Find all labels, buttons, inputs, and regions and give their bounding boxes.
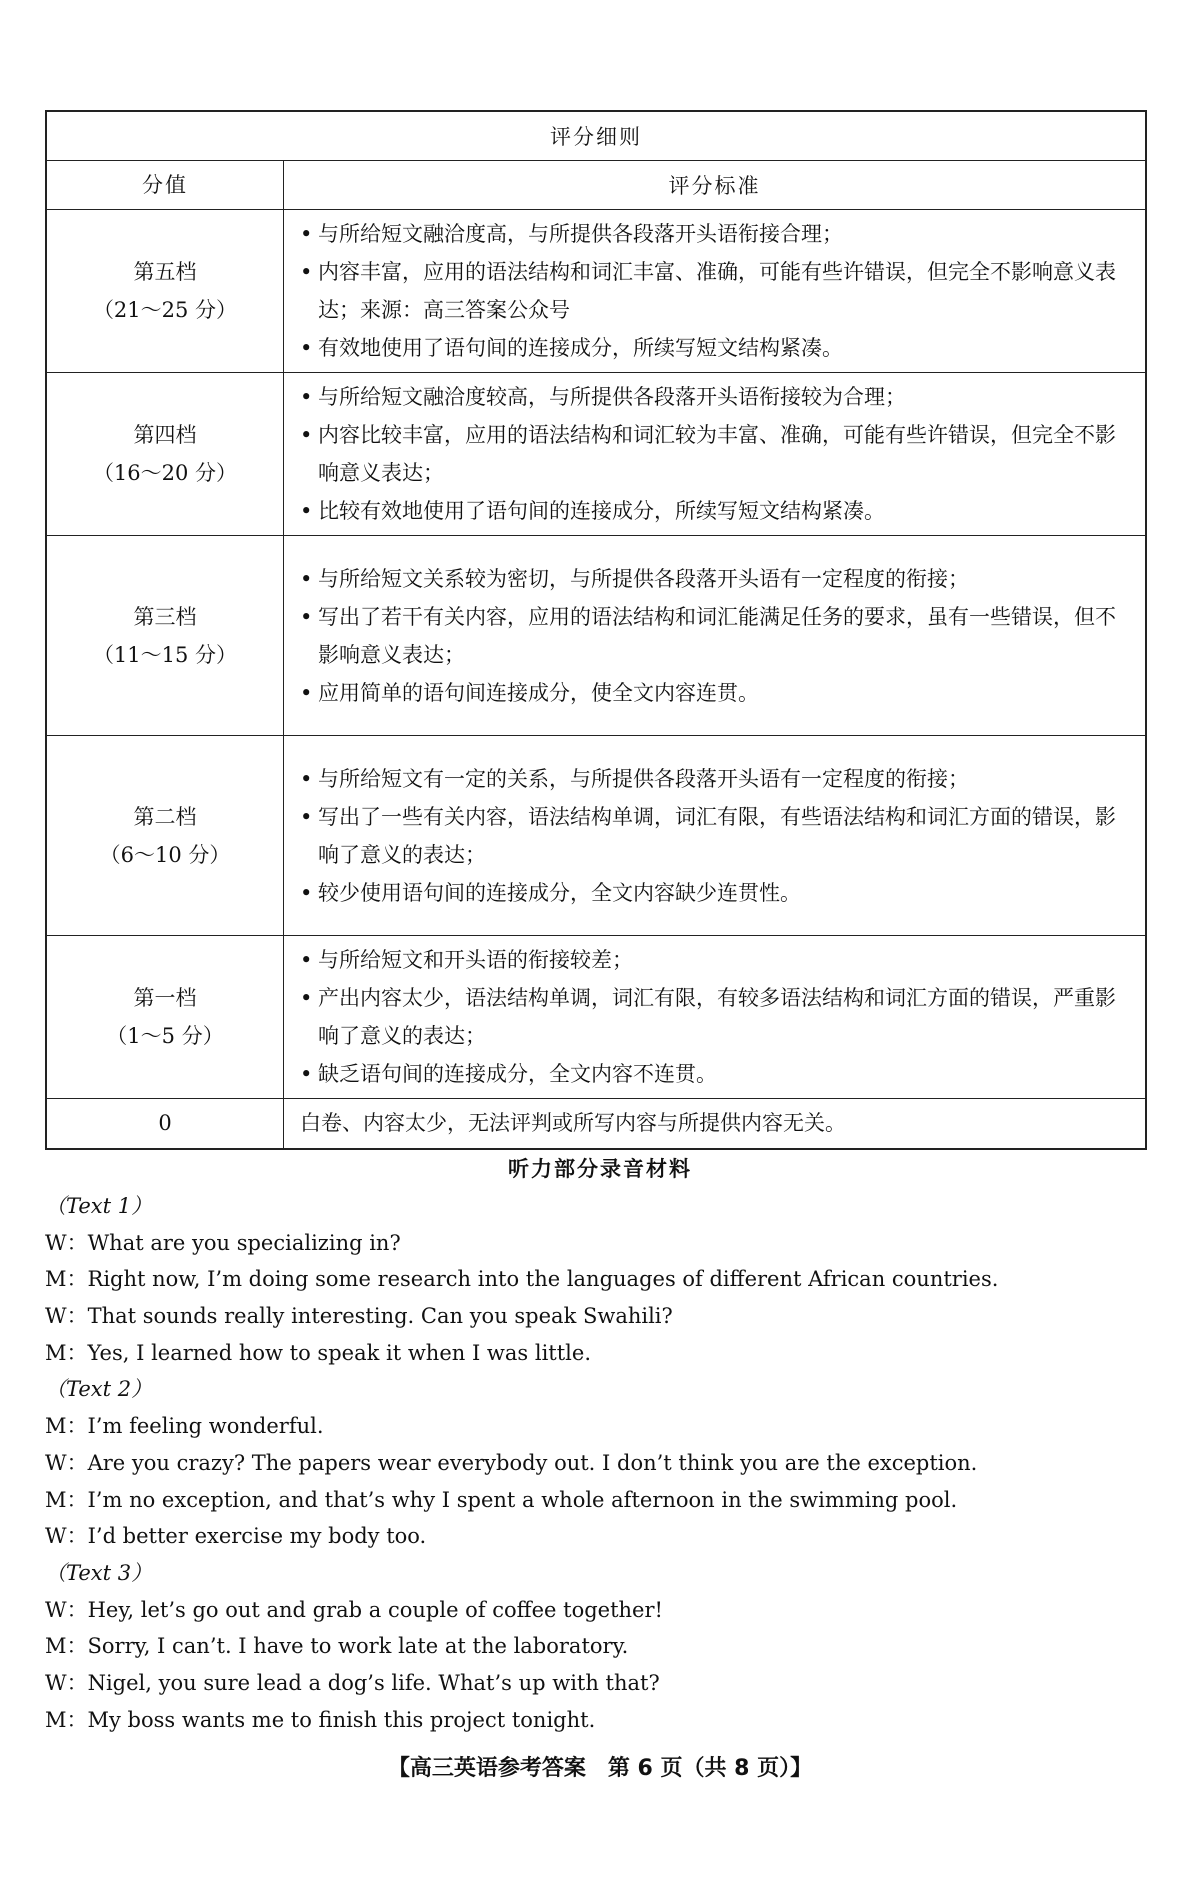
criterion: • 有效地使用了语句间的连接成分，所续写短文结构紧凑。 <box>300 329 1135 367</box>
speaker: W： <box>45 1670 88 1695</box>
dialogue-line <box>45 1518 1145 1555</box>
column-header-criteria: 评分标准 <box>284 161 1147 210</box>
level-name: 第三档 <box>133 604 197 629</box>
criterion: • 缺乏语句间的连接成分，全文内容不连贯。 <box>300 1055 1135 1093</box>
criteria-cell <box>284 210 1147 373</box>
speaker: M： <box>45 1487 88 1512</box>
speaker: W： <box>45 1450 88 1475</box>
speaker: M： <box>45 1414 88 1439</box>
speaker: W： <box>45 1597 88 1622</box>
criterion: • 与所给短文有一定的关系，与所提供各段落开头语有一定程度的衔接； <box>300 760 1135 798</box>
dialogue-line <box>45 1261 1145 1298</box>
criterion: • 比较有效地使用了语句间的连接成分，所续写短文结构紧凑。 <box>300 492 1135 530</box>
criterion: • 与所给短文和开头语的衔接较差； <box>300 941 1135 979</box>
criterion: • 与所给短文融洽度高，与所提供各段落开头语衔接合理； <box>300 215 1135 253</box>
score-range: （11～15 分） <box>92 642 238 667</box>
criterion: • 与所给短文关系较为密切，与所提供各段落开头语有一定程度的衔接； <box>300 560 1135 598</box>
speaker: M： <box>45 1634 88 1659</box>
utterance: What are you specializing in? <box>87 1230 401 1255</box>
rubric-title: 评分细则 <box>46 111 1146 161</box>
utterance: Are you crazy? The papers wear everybody out. I don’t think you are the exception. <box>87 1450 978 1475</box>
utterance: Sorry, I can’t. I have to work late at the laboratory. <box>87 1634 629 1659</box>
level-name: 第五档 <box>133 260 197 284</box>
score-range: （1～5 分） <box>106 1024 224 1048</box>
criteria-cell: 白卷、内容太少，无法评判或所写内容与所提供内容无关。 <box>284 1099 1147 1149</box>
criterion: • 应用简单的语句间连接成分，使全文内容连贯。 <box>300 674 1135 712</box>
criterion: • 产出内容太少，语法结构单调，词汇有限，有较多语法结构和词汇方面的错误，严重影响了意义的表达； <box>300 979 1135 1055</box>
criteria-list <box>300 378 1135 530</box>
speaker: W： <box>45 1230 88 1255</box>
text-label-line <box>45 1555 1145 1592</box>
dialogue-line <box>45 1408 1145 1445</box>
criterion: • 写出了若干有关内容，应用的语法结构和词汇能满足任务的要求，虽有一些错误，但不影响意义表达； <box>300 598 1135 674</box>
text-label: （Text 3） <box>45 1560 153 1585</box>
speaker: M： <box>45 1267 88 1292</box>
scoring-rubric-table <box>45 110 1147 1150</box>
dialogue-line <box>45 1628 1145 1665</box>
score-cell <box>46 373 284 536</box>
criteria-cell <box>284 536 1147 736</box>
utterance: I’m no exception, and that’s why I spent a whole afternoon in the swimming pool. <box>87 1487 958 1512</box>
utterance: Nigel, you sure lead a dog’s life. What’s up with that? <box>87 1670 660 1695</box>
dialogue-line <box>45 1445 1145 1482</box>
dialogue-line <box>45 1298 1145 1335</box>
score-cell: 0 <box>46 1099 284 1149</box>
rubric-row-level-3 <box>46 536 1146 736</box>
criterion: • 与所给短文融洽度较高，与所提供各段落开头语衔接较为合理； <box>300 378 1135 416</box>
page-footer: 【高三英语参考答案 第 6 页（共 8 页）】 <box>387 1756 813 1781</box>
dialogue-line <box>45 1702 1145 1739</box>
rubric-row-level-4 <box>46 373 1146 536</box>
score-cell <box>46 736 284 936</box>
criteria-cell <box>284 936 1147 1099</box>
utterance: Hey, let’s go out and grab a couple of coffee together! <box>87 1597 663 1622</box>
text-label: （Text 1） <box>45 1194 153 1218</box>
score-cell <box>46 936 284 1099</box>
utterance: Right now, I’m doing some research into the languages of different African countries. <box>87 1267 999 1292</box>
text-label: （Text 2） <box>45 1377 153 1402</box>
rubric-row-level-0 <box>46 1099 1146 1149</box>
dialogue-line <box>45 1335 1145 1372</box>
dialogue-line <box>45 1665 1145 1702</box>
dialogue-line <box>45 1482 1145 1519</box>
level-name: 第一档 <box>133 986 197 1010</box>
criterion: • 写出了一些有关内容，语法结构单调，词汇有限，有些语法结构和词汇方面的错误，影响了意义的表达； <box>300 798 1135 874</box>
utterance: I’d better exercise my body too. <box>87 1524 427 1549</box>
listening-section-title: 听力部分录音材料 <box>508 1157 692 1181</box>
criteria-list <box>300 215 1135 367</box>
utterance: Yes, I learned how to speak it when I was little. <box>87 1340 592 1365</box>
criteria-cell <box>284 736 1147 936</box>
level-name: 第四档 <box>133 423 197 447</box>
score-range: （16～20 分） <box>92 461 238 485</box>
criterion: • 较少使用语句间的连接成分，全文内容缺少连贯性。 <box>300 874 1135 912</box>
column-header-score: 分值 <box>46 161 284 210</box>
score-cell <box>46 536 284 736</box>
level-name: 第二档 <box>133 804 197 829</box>
utterance: That sounds really interesting. Can you speak Swahili? <box>87 1304 673 1329</box>
text-label-line <box>45 1188 1145 1225</box>
criteria-list <box>300 941 1135 1093</box>
speaker: M： <box>45 1340 88 1365</box>
dialogue-line <box>45 1225 1145 1262</box>
speaker: W： <box>45 1304 88 1329</box>
criterion: • 内容比较丰富，应用的语法结构和词汇较为丰富、准确，可能有些许错误，但完全不影响意义表达； <box>300 416 1135 492</box>
criterion: • 内容丰富，应用的语法结构和词汇丰富、准确，可能有些许错误，但完全不影响意义表达；来源：高三答案公众号 <box>300 253 1135 329</box>
rubric-row-level-2 <box>46 736 1146 936</box>
rubric-row-level-5 <box>46 210 1146 373</box>
criteria-list <box>300 560 1135 712</box>
score-range: （6～10 分） <box>99 842 231 867</box>
dialogue-line <box>45 1592 1145 1629</box>
listening-transcript <box>45 1188 1145 1738</box>
speaker: M： <box>45 1707 88 1732</box>
text-label-line <box>45 1371 1145 1408</box>
score-range: （21～25 分） <box>92 298 238 322</box>
rubric-row-level-1 <box>46 936 1146 1099</box>
criteria-cell <box>284 373 1147 536</box>
criteria-list <box>300 760 1135 912</box>
utterance: My boss wants me to finish this project tonight. <box>87 1707 596 1732</box>
utterance: I’m feeling wonderful. <box>87 1414 324 1439</box>
score-cell <box>46 210 284 373</box>
speaker: W： <box>45 1524 88 1549</box>
